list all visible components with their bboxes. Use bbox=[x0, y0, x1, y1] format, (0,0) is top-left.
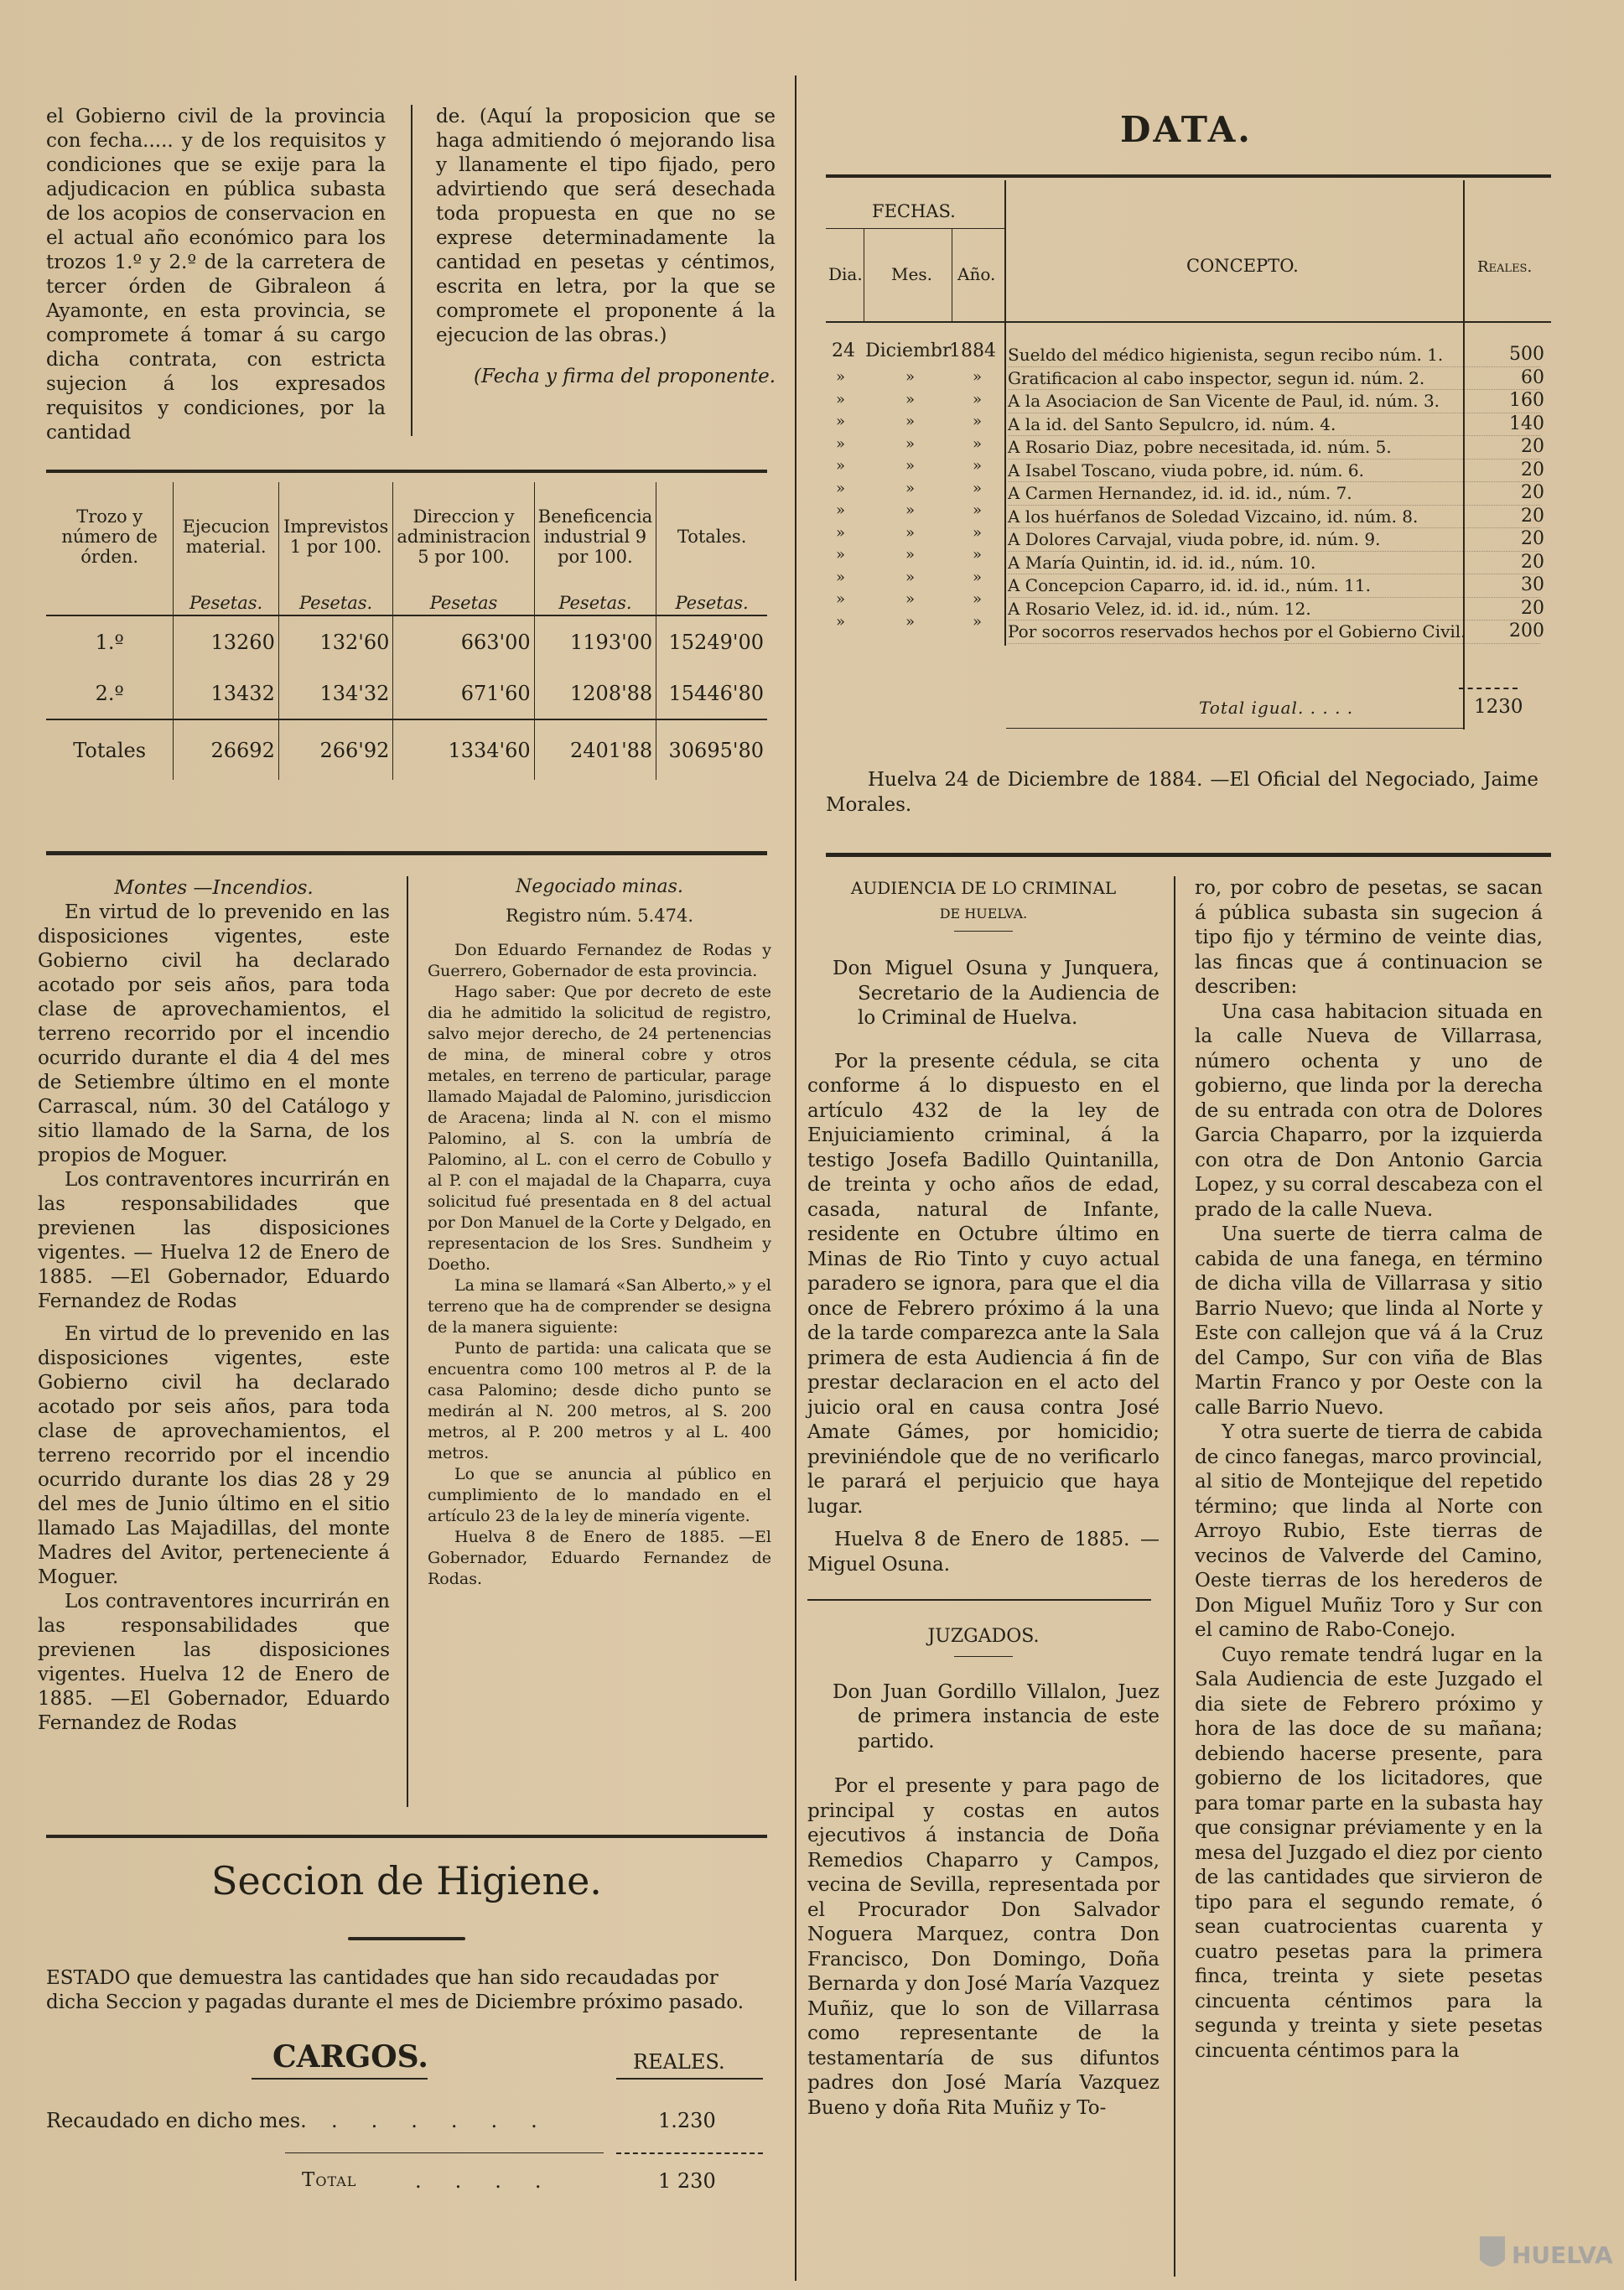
data-row-concepto: A la Asociacion de San Vicente de Paul, id. núm. 3. bbox=[1008, 391, 1440, 411]
col-rule-ano bbox=[1004, 180, 1006, 646]
data-first-dia: 24 bbox=[832, 340, 855, 361]
data-row bbox=[1008, 344, 1544, 367]
ditto-row bbox=[826, 589, 1002, 611]
reales-rule bbox=[616, 2078, 763, 2080]
ditto-row bbox=[826, 411, 1002, 434]
audiencia-paragraph: Por la presente cédula, se cita conforme á lo dispuesto en el artículo 432 de la ley de Enjuiciamiento criminal, á la testigo Josefa Badillo Quintanilla, de treinta y ocho años de edad, casada, natural de Infante, residente en Octubre último en Minas de Rio Tinto y cuyo actual paradero se ignora, para que el dia once de Febrero próximo á la una de la tarde comparezca ante la Sala primera de esta Audiencia á fin de prestar declaracion en el acto del juicio oral en causa contra José Amate Gámes, por homicidio; previniéndole que de no verificarlo le parará el perjuicio que haya lugar. bbox=[807, 1050, 1160, 1518]
table-cell: 671'60 bbox=[393, 667, 534, 719]
ditto-mark: » bbox=[905, 413, 916, 430]
ditto-mark: » bbox=[973, 501, 983, 519]
table-unit bbox=[46, 591, 174, 615]
ditto-mark: » bbox=[836, 546, 846, 563]
totals-cell: 30695'80 bbox=[668, 738, 764, 762]
ditto-mark: » bbox=[836, 501, 846, 519]
data-bottom-rule bbox=[826, 853, 1551, 857]
dot-leader: ...... bbox=[331, 2109, 571, 2132]
ditto-mark: » bbox=[973, 390, 983, 408]
juzgados-paragraph: Por el presente y para pago de principal y costas en autos ejecutivos á instancia de Doña Remedios Chaparro y Campos, vecina de Sevilla, representada por el Procurador Don Salvador Noguera Marquez, contra Don Francisco, Don Domingo, Doña Bernarda y don José María Vazquez Muñiz, que lo son de Villarrasa como representante de la testamentaría de sus difuntos padres don José María Vazquez Bueno y doña Rita Muñiz y To- bbox=[807, 1775, 1160, 2119]
table-cell: 663'00 bbox=[393, 615, 534, 667]
data-row-reales: 160 bbox=[1509, 390, 1544, 411]
col1-top-paragraph: el Gobierno civil de la provincia con fecha..... y de los requisitos y condiciones que se exije para la adjudicacion en pública subasta de los acopios de conservacion en el actual año económico para los trozos 1.º y 2.º de la carretera de tercer órden de Gibraleon á Ayamonte, en esta provincia, se compromete á tomar á su cargo dicha contrata, con estricta sujecion á los expresados requisitos y condiciones, por la cantidad bbox=[46, 106, 386, 444]
reales-heading: REALES. bbox=[633, 2050, 725, 2074]
minas-title: Negociado minas. bbox=[516, 876, 683, 897]
data-row bbox=[1008, 459, 1544, 483]
table-header: Beneficencia industrial 9 por 100. bbox=[534, 482, 656, 591]
recaudado-label: Recaudado en dicho mes. bbox=[46, 2109, 307, 2132]
concepto-header: CONCEPTO. bbox=[1186, 256, 1299, 276]
data-row-concepto: A Rosario Diaz, pobre necesitada, id. núm. 5. bbox=[1008, 437, 1392, 457]
data-row-reales: 140 bbox=[1509, 413, 1544, 434]
data-first-ano: 1884 bbox=[949, 340, 996, 361]
ditto-row bbox=[826, 500, 1002, 522]
table-cell: 13432 bbox=[174, 667, 279, 719]
data-row bbox=[1008, 597, 1544, 621]
totals-label: Totales bbox=[46, 719, 174, 780]
ditto-mark: » bbox=[905, 546, 916, 563]
data-row bbox=[1008, 366, 1544, 391]
data-row bbox=[1008, 436, 1544, 460]
ditto-mark: » bbox=[973, 590, 983, 608]
registro-number: Registro núm. 5.474. bbox=[505, 906, 694, 926]
page-center-divider bbox=[795, 75, 796, 2281]
data-row-reales: 20 bbox=[1521, 436, 1544, 457]
ano-header: Año. bbox=[957, 264, 996, 284]
dia-header: Dia. bbox=[828, 264, 863, 284]
audiencia-end-rule bbox=[807, 1599, 1151, 1601]
ditto-mark: » bbox=[905, 612, 916, 631]
reales-header: Reales. bbox=[1477, 258, 1533, 276]
col2-top-paragraph: de. (Aquí la proposicion que se haga admitiendo ó mejorando lisa y llanamente el tipo fijado, pero advirtiendo que será desechada toda propuesta en que no se exprese determinadamente la cantidad en pesetas y céntimos, escrita en letra, por la que se compromete el proponente á la ejecucion de las obras.) bbox=[436, 106, 776, 346]
table-cell: 2.º bbox=[46, 667, 174, 719]
estado-text: ESTADO que demuestra las cantidades que han sido recaudadas por dicha Seccion y pagadas durante el mes de Diciembre próximo pasado. bbox=[46, 1967, 745, 2013]
cargos-heading: CARGOS. bbox=[272, 2039, 428, 2075]
ditto-mark: » bbox=[836, 612, 846, 631]
audiencia-column bbox=[807, 876, 1160, 2121]
ditto-mark: » bbox=[836, 413, 846, 430]
table-unit: Pesetas. bbox=[278, 591, 393, 615]
data-row-concepto: Sueldo del médico higienista, segun recibo núm. 1. bbox=[1008, 345, 1444, 365]
ditto-mark: » bbox=[905, 390, 916, 408]
data-row bbox=[1008, 574, 1544, 598]
ditto-mark: » bbox=[836, 590, 846, 608]
watermark-text: HUELVA bbox=[1512, 2241, 1613, 2269]
data-row bbox=[1008, 390, 1544, 413]
table-cell: 134'32 bbox=[278, 667, 393, 719]
column-divider bbox=[1174, 876, 1175, 2277]
minas-paragraph: Don Eduardo Fernandez de Rodas y Guerrero, Gobernador de esta provincia. bbox=[428, 941, 771, 980]
ditto-mark: » bbox=[973, 457, 983, 475]
data-row bbox=[1008, 413, 1544, 437]
ditto-mark: » bbox=[973, 523, 983, 542]
ditto-mark: » bbox=[973, 434, 983, 453]
ditto-mark: » bbox=[905, 479, 916, 497]
table-unit: Pesetas. bbox=[174, 591, 279, 615]
juzgados-title: JUZGADOS. bbox=[927, 1626, 1040, 1647]
data-row bbox=[1008, 505, 1544, 529]
data-row-reales: 30 bbox=[1521, 574, 1544, 595]
montes-column bbox=[38, 876, 390, 1736]
montes-paragraph: En virtud de lo prevenido en las disposiciones vigentes, este Gobierno civil ha declarado acotado por seis años, para toda clase de aprovechamientos, el terreno recorrido por el incendio ocurrido durante el dia 4 del mes de Setiembre último en el monte Carrascal, núm. 30 del Catálogo y sitio llamado de la Sarna, de los propios de Moguer. bbox=[38, 901, 390, 1166]
recaudado-value: 1.230 bbox=[658, 2109, 716, 2132]
data-row-reales: 200 bbox=[1509, 621, 1544, 641]
cost-table bbox=[46, 482, 767, 780]
totals-cell: 2401'88 bbox=[534, 719, 656, 780]
ditto-mark: » bbox=[905, 457, 916, 475]
juzgados-rule bbox=[954, 1656, 1013, 1657]
table-unit: Pesetas. bbox=[534, 591, 656, 615]
minas-paragraph: Lo que se anuncia al público en cumplimiento de lo mandado en el artículo 23 de la ley de minería vigente. bbox=[428, 1465, 771, 1525]
minas-column bbox=[428, 876, 771, 1590]
data-row-concepto: A María Quintin, id. id. id., núm. 10. bbox=[1008, 552, 1316, 573]
data-row-concepto: A Carmen Hernandez, id. id. id., núm. 7. bbox=[1008, 483, 1352, 503]
montes-paragraph: Los contraventores incurrirán en las responsabilidades que previenen las disposiciones vigentes. — Huelva 12 de Enero de 1885. —El Gobernador, Eduardo Fernandez de Rodas bbox=[38, 1169, 390, 1312]
data-row-reales: 20 bbox=[1521, 459, 1544, 480]
ditto-row bbox=[826, 366, 1002, 389]
data-row bbox=[1008, 528, 1544, 552]
table-header: Direccion y administracion 5 por 100. bbox=[393, 482, 534, 591]
col1-top-text bbox=[46, 105, 386, 445]
data-row-reales: 20 bbox=[1521, 551, 1544, 573]
total-value: 1 230 bbox=[658, 2169, 716, 2193]
ditto-mark: » bbox=[905, 523, 916, 542]
table-header: Imprevistos 1 por 100. bbox=[278, 482, 393, 591]
total-igual-rule bbox=[1459, 688, 1518, 689]
data-row-concepto: A Dolores Carvajal, viuda pobre, id. núm. 9. bbox=[1008, 529, 1381, 549]
ditto-mark: » bbox=[836, 390, 846, 408]
data-row bbox=[1008, 551, 1544, 575]
ditto-row bbox=[826, 478, 1002, 501]
table-cell: 15446'80 bbox=[668, 681, 764, 705]
sum-rule bbox=[616, 2152, 763, 2154]
data-row-concepto: Por socorros reservados hechos por el Gobierno Civil. bbox=[1008, 621, 1466, 641]
table-header: Ejecucion material. bbox=[174, 482, 279, 591]
ditto-mark: » bbox=[973, 368, 983, 386]
ditto-row bbox=[826, 389, 1002, 412]
audiencia-paragraph: Huelva 8 de Enero de 1885. — Miguel Osuna. bbox=[807, 1529, 1160, 1576]
data-row-concepto: A los huérfanos de Soledad Vizcaino, id. núm. 8. bbox=[1008, 506, 1419, 527]
juzgados-paragraph: Don Juan Gordillo Villalon, Juez de primera instancia de este partido. bbox=[833, 1680, 1160, 1753]
table-cell: 132'60 bbox=[278, 615, 393, 667]
montes-paragraph: Los contraventores incurrirán en las responsabilidades que previenen las disposiciones vigentes. Huelva 12 de Enero de 1885. —El Gobernador, Eduardo Fernandez de Rodas bbox=[38, 1591, 390, 1734]
audiencia-paragraph: Don Miguel Osuna y Junquera, Secretario de la Audiencia de lo Criminal de Huelva. bbox=[833, 958, 1160, 1029]
table-top-rule bbox=[46, 470, 767, 473]
totals-cell: 266'92 bbox=[278, 719, 393, 780]
subasta-paragraph: Una suerte de tierra calma de cabida de una fanega, en término de dicha villa de Villarrasa y sitio Barrio Nuevo; que linda al Norte y Este con callejon que vá á la Cruz del Campo, Sur con viña de Blas Martin Franco y por Oeste con la calle Barrio Nuevo. bbox=[1195, 1223, 1543, 1419]
minas-paragraph: Huelva 8 de Enero de 1885. —El Gobernador, Eduardo Fernandez de Rodas. bbox=[428, 1528, 771, 1588]
subasta-column bbox=[1195, 876, 1543, 2064]
data-title: DATA. bbox=[1120, 109, 1253, 150]
subasta-paragraph: Una casa habitacion situada en la calle Nueva de Villarrasa, número ochenta y uno de gobierno, que linda por la derecha de su entrada con otra de Dolores Garcia Chaparro, por la izquierda con otra de Don Antonio Garcia Lopez, y su corral descabeza con el prado de la calle Nueva. bbox=[1195, 1000, 1543, 1221]
table-header: Trozo y número de órden. bbox=[46, 482, 174, 591]
minas-paragraph: Punto de partida: una calicata que se encuentra como 100 metros al P. de la casa Palomino; desde dicho punto se medirán al N. 200 metros, al S. 200 metros, al P. 200 metros y al L. 400 metros. bbox=[428, 1339, 771, 1462]
mes-header: Mes. bbox=[891, 264, 932, 284]
data-row-concepto: A Rosario Velez, id. id. id., núm. 12. bbox=[1008, 598, 1311, 619]
data-row-concepto: A Concepcion Caparro, id. id. id., núm. 11. bbox=[1008, 575, 1371, 595]
ditto-mark: » bbox=[973, 612, 983, 631]
fechas-label: FECHAS. bbox=[872, 201, 956, 221]
table-unit: Pesetas bbox=[393, 591, 534, 615]
minas-paragraph: Hago saber: Que por decreto de este dia he admitido la solicitud de registro, salvo mejor derecho, de 24 pertenencias de mina, de mineral cobre y otros metales, en terreno de particular, parage llamado Majadal de Palomino, jurisdiccion de Aracena; linda al N. con el mismo Palomino, al S. con la umbría de Palomino, al L. con el cerro de Cobullo y al P. con el majadal de la Chaparra, cuya solicitud fué presentada en 8 del actual por Don Manuel de la Corte y Delgado, en representacion de los Sres. Sundheim y Doetho. bbox=[428, 983, 771, 1274]
data-row-concepto: A la id. del Santo Sepulcro, id. núm. 4. bbox=[1008, 413, 1336, 434]
table-cell: 15249'00 bbox=[668, 630, 764, 654]
ditto-mark: » bbox=[905, 590, 916, 608]
huelva-watermark-logo bbox=[1475, 2231, 1613, 2278]
ditto-mark: » bbox=[973, 413, 983, 430]
ditto-row bbox=[826, 567, 1002, 589]
ditto-mark: » bbox=[836, 434, 846, 453]
ditto-mark: » bbox=[905, 434, 916, 453]
header-bottom-rule bbox=[826, 321, 1551, 323]
column-divider bbox=[407, 876, 408, 1807]
ditto-column bbox=[826, 366, 1002, 633]
ditto-mark: » bbox=[973, 479, 983, 497]
ditto-mark: » bbox=[836, 368, 846, 386]
total-igual-value: 1230 bbox=[1474, 696, 1523, 718]
ditto-mark: » bbox=[973, 568, 983, 586]
table-cell: 13260 bbox=[174, 615, 279, 667]
higiene-top-rule bbox=[46, 1835, 767, 1838]
montes-title: Montes —Incendios. bbox=[114, 877, 314, 899]
audiencia-subtitle: DE HUELVA. bbox=[939, 905, 1028, 922]
col2-top-text bbox=[436, 105, 776, 389]
table-unit: Pesetas. bbox=[675, 593, 749, 613]
data-row-reales: 20 bbox=[1521, 482, 1544, 503]
montes-paragraph: En virtud de lo prevenido en las disposiciones vigentes, este Gobierno civil ha declarado acotado por seis años, para toda clase de aprovechamientos, el terreno recorrido por el incendio ocurrido durante los dias 28 y 29 del mes de Junio último en el sitio llamado Las Majadillas, del monte Madres del Avitor, perteneciente á Moguer. bbox=[38, 1323, 390, 1588]
ditto-mark: » bbox=[973, 546, 983, 563]
data-rows bbox=[1008, 344, 1544, 644]
ditto-row bbox=[826, 455, 1002, 478]
total-rule-left bbox=[285, 2152, 604, 2153]
table-cell: 1.º bbox=[46, 615, 174, 667]
data-first-mes: Diciembr bbox=[865, 340, 952, 361]
proponent-signature-note: (Fecha y firma del proponente. bbox=[473, 366, 776, 387]
totals-cell: 1334'60 bbox=[393, 719, 534, 780]
ditto-mark: » bbox=[905, 368, 916, 386]
subasta-paragraph: ro, por cobro de pesetas, se sacan á pública subasta sin sugecion á tipo fijo y término de veinte dias, las fincas que á continuacion se describen: bbox=[1195, 877, 1543, 998]
fechas-rule bbox=[826, 228, 1006, 229]
ditto-row bbox=[826, 611, 1002, 634]
audiencia-rule bbox=[954, 931, 1013, 932]
dot-leader: .... bbox=[415, 2169, 575, 2193]
data-row-concepto: A Isabel Toscano, viuda pobre, id. núm. 6. bbox=[1008, 460, 1364, 480]
total-igual-label: Total igual. . . . . bbox=[1199, 698, 1354, 718]
data-row-reales: 500 bbox=[1509, 344, 1544, 365]
ditto-mark: » bbox=[836, 523, 846, 542]
totals-cell: 26692 bbox=[174, 719, 279, 780]
audiencia-title: AUDIENCIA DE LO CRIMINAL bbox=[850, 878, 1117, 898]
ditto-mark: » bbox=[905, 501, 916, 519]
total-label: Total bbox=[302, 2169, 357, 2191]
column-divider bbox=[411, 105, 412, 436]
table-bottom-rule bbox=[46, 851, 767, 855]
minas-paragraph: La mina se llamará «San Alberto,» y el terreno que ha de comprender se designa de la manera siguiente: bbox=[428, 1276, 771, 1337]
higiene-title: Seccion de Higiene. bbox=[211, 1858, 602, 1903]
ditto-mark: » bbox=[836, 568, 846, 586]
data-row-concepto: Gratificacion al cabo inspector, segun id. núm. 2. bbox=[1008, 367, 1425, 388]
subasta-paragraph: Y otra suerte de tierra de cabida de cinco fanegas, marco provincial, al sitio de Montejique del repetido término; que linda al Norte con Arroyo Rubio, Este tierras de vecinos de Valverde del Camino, Oeste tierras de los herederos de Don Miguel Muñiz Toro y Sur con el camino de Rabo-Conejo. bbox=[1195, 1421, 1543, 1641]
total-igual-underline bbox=[1006, 728, 1463, 729]
ditto-row bbox=[826, 522, 1002, 545]
data-row-reales: 60 bbox=[1521, 366, 1544, 388]
ditto-mark: » bbox=[836, 457, 846, 475]
table-header: Totales. bbox=[677, 527, 747, 547]
subasta-paragraph: Cuyo remate tendrá lugar en la Sala Audiencia de este Juzgado el dia siete de Febrero próximo y hora de las doce de su mañana; debiendo hacerse presente, para gobierno de los licitadores, que para tomar parte en la subasta hay que consignar préviamente y en la mesa del Juzgado el diez por ciento de las cantidades que sirvieron de tipo para el segundo remate, ó sean cuatrocientas cuarenta y cuatro pesetas para la primera finca, treinta y siete pesetas cincuenta céntimos para la segunda y treinta y siete pesetas cincuenta céntimos para la bbox=[1195, 1644, 1543, 2062]
data-signature: Huelva 24 de Diciembre de 1884. —El Oficial del Negociado, Jaime Morales. bbox=[826, 769, 1538, 816]
ditto-row bbox=[826, 434, 1002, 456]
ditto-mark: » bbox=[905, 568, 916, 586]
cargos-rule bbox=[252, 2078, 428, 2080]
table-cell: 1193'00 bbox=[534, 615, 656, 667]
ornament-divider bbox=[348, 1937, 465, 1940]
data-row-reales: 20 bbox=[1521, 597, 1544, 619]
data-top-rule bbox=[826, 174, 1551, 178]
ditto-mark: » bbox=[836, 479, 846, 497]
data-row bbox=[1008, 621, 1544, 644]
ditto-row bbox=[826, 544, 1002, 567]
data-row-reales: 20 bbox=[1521, 505, 1544, 527]
table-cell: 1208'88 bbox=[534, 667, 656, 719]
data-row-reales: 20 bbox=[1521, 528, 1544, 549]
data-row bbox=[1008, 482, 1544, 506]
